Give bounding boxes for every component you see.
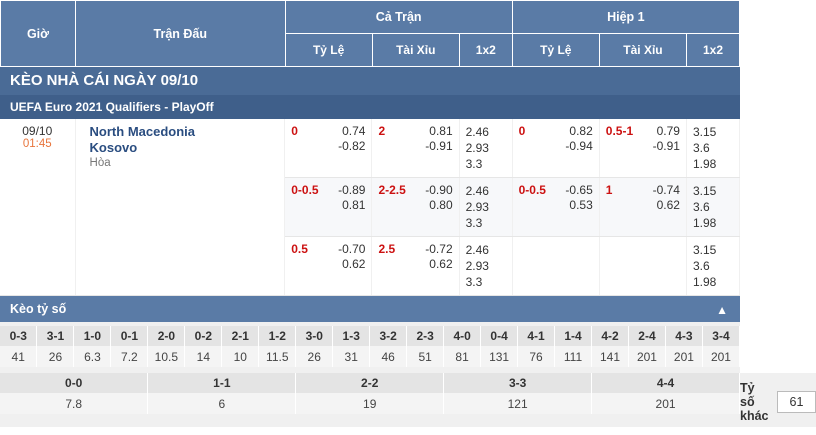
- header-full-overunder: Tài Xỉu: [372, 34, 459, 67]
- score-cell-odds[interactable]: 201: [665, 346, 702, 367]
- score-cell-label[interactable]: 1-1: [148, 373, 296, 393]
- other-score-area: [740, 373, 816, 427]
- league-name: UEFA Euro 2021 Qualifiers - PlayOff: [0, 95, 740, 119]
- score-cell-label[interactable]: 2-2: [296, 373, 444, 393]
- score-cell-odds[interactable]: 201: [628, 346, 665, 367]
- score-section-title: Kèo tỷ số: [10, 302, 67, 316]
- match-date: 09/10: [22, 124, 53, 138]
- half-handicap-cell-1[interactable]: [512, 119, 599, 178]
- half-handicap-home-1[interactable]: 0.82: [569, 124, 593, 138]
- odds-body-table: [0, 119, 740, 296]
- score-cell-label[interactable]: 1-0: [74, 326, 111, 346]
- half-1x2-cell-3[interactable]: [686, 237, 739, 296]
- full-ou-under-1[interactable]: -0.91: [425, 139, 453, 153]
- full-handicap-away-1[interactable]: -0.82: [338, 139, 366, 153]
- header-half-1x2: 1x2: [687, 34, 740, 67]
- full-handicap-away-2[interactable]: 0.81: [342, 198, 366, 212]
- full-1x2-away-2[interactable]: 3.3: [465, 216, 483, 230]
- header-full-1x2: 1x2: [459, 34, 512, 67]
- score-cell-odds[interactable]: 201: [702, 346, 739, 367]
- score-cell-label[interactable]: 3-0: [296, 326, 333, 346]
- header-full-handicap: Tỷ Lệ: [285, 34, 372, 67]
- score-cell-label[interactable]: 2-0: [148, 326, 185, 346]
- header-half-overunder: Tài Xỉu: [599, 34, 686, 67]
- score-cell-odds[interactable]: 6: [148, 393, 296, 414]
- header-half-handicap: Tỷ Lệ: [512, 34, 599, 67]
- full-handicap-away-3[interactable]: 0.62: [342, 257, 366, 271]
- half-handicap-line-1[interactable]: 0: [518, 124, 526, 138]
- header-group-firsthalf: Hiệp 1: [512, 1, 739, 34]
- half-ou-line-2[interactable]: 1: [605, 183, 613, 197]
- full-ou-line-3[interactable]: 2.5: [378, 242, 396, 256]
- score-cell-label[interactable]: 3-2: [370, 326, 407, 346]
- half-1x2-home-2[interactable]: 3.15: [692, 184, 717, 198]
- score-cell-label[interactable]: 0-3: [0, 326, 37, 346]
- half-ou-line-1[interactable]: 0.5-1: [605, 124, 634, 138]
- score-cell-odds[interactable]: 201: [592, 393, 740, 414]
- half-handicap-away-1[interactable]: -0.94: [565, 139, 593, 153]
- score-cell-label[interactable]: 4-2: [592, 326, 629, 346]
- full-handicap-home-1[interactable]: 0.74: [342, 124, 366, 138]
- score-cell-label[interactable]: 0-0: [0, 373, 148, 393]
- score-cell-odds[interactable]: 131: [481, 346, 518, 367]
- score-cell-odds[interactable]: 10: [222, 346, 259, 367]
- score-cell-odds[interactable]: 111: [555, 346, 592, 367]
- header-time: Giờ: [1, 1, 76, 67]
- half-1x2-cell-2[interactable]: [686, 178, 739, 237]
- full-1x2-draw-2[interactable]: 2.93: [465, 200, 489, 214]
- half-handicap-line-2[interactable]: 0-0.5: [518, 183, 546, 197]
- full-handicap-line-3[interactable]: 0.5: [291, 242, 308, 256]
- half-ou-under-2[interactable]: 0.62: [656, 198, 680, 212]
- score-cell-odds[interactable]: 46: [370, 346, 407, 367]
- score-cell-label[interactable]: 3-4: [702, 326, 739, 346]
- score-section-header[interactable]: [0, 296, 740, 322]
- half-1x2-cell-1[interactable]: [686, 119, 739, 178]
- score-cell-odds[interactable]: 141: [592, 346, 629, 367]
- score-table-secondary: [0, 373, 740, 414]
- match-time-cell: [0, 119, 75, 296]
- header-group-fulltime: Cả Trận: [285, 1, 512, 34]
- score-cell-label[interactable]: 4-1: [518, 326, 555, 346]
- full-1x2-away-3[interactable]: 3.3: [465, 275, 483, 289]
- score-cell-label[interactable]: 3-1: [37, 326, 74, 346]
- score-cell-odds[interactable]: 7.8: [0, 393, 148, 414]
- other-score-label: Tỷ số khác: [740, 381, 769, 423]
- score-row-group-1: [0, 322, 740, 373]
- match-clock: 01:45: [22, 138, 52, 150]
- half-ou-cell-3: [599, 237, 686, 296]
- table-row[interactable]: [0, 119, 740, 178]
- score-table-primary: [0, 326, 740, 367]
- full-1x2-away-1[interactable]: 3.3: [465, 157, 483, 171]
- full-ou-cell-1[interactable]: [372, 119, 459, 178]
- full-ou-under-3[interactable]: 0.62: [429, 257, 453, 271]
- half-handicap-cell-2[interactable]: [512, 178, 599, 237]
- header-match: Trận Đấu: [76, 1, 286, 67]
- score-cell-label[interactable]: 2-3: [407, 326, 444, 346]
- score-cell-odds[interactable]: 81: [444, 346, 481, 367]
- half-ou-over-2[interactable]: -0.74: [652, 183, 680, 197]
- score-bottom-area: [0, 373, 804, 427]
- score-cell-label[interactable]: 2-4: [628, 326, 665, 346]
- half-1x2-draw-3[interactable]: 3.6: [692, 259, 710, 273]
- away-team[interactable]: Kosovo: [89, 140, 138, 155]
- half-ou-over-1[interactable]: 0.79: [656, 124, 680, 138]
- score-label-row-1: [0, 326, 740, 346]
- full-ou-over-2[interactable]: -0.90: [425, 183, 453, 197]
- half-handicap-away-2[interactable]: 0.53: [569, 198, 593, 212]
- full-handicap-line-2[interactable]: 0-0.5: [291, 183, 319, 197]
- score-cell-odds[interactable]: 121: [444, 393, 592, 414]
- half-1x2-draw-1[interactable]: 3.6: [692, 141, 710, 155]
- score-cell-label[interactable]: 1-2: [259, 326, 296, 346]
- score-cell-odds[interactable]: 31: [333, 346, 370, 367]
- score-value-row-2: [0, 393, 740, 414]
- odds-header-table: [0, 0, 740, 67]
- score-cell-label[interactable]: 1-3: [333, 326, 370, 346]
- full-1x2-draw-1[interactable]: 2.93: [465, 141, 489, 155]
- half-1x2-home-3[interactable]: 3.15: [692, 243, 717, 257]
- half-ou-under-1[interactable]: -0.91: [652, 139, 680, 153]
- score-cell-label[interactable]: 0-4: [481, 326, 518, 346]
- score-cell-label[interactable]: 1-4: [555, 326, 592, 346]
- full-handicap-home-2[interactable]: -0.89: [338, 183, 366, 197]
- score-row-group-2: [0, 373, 740, 427]
- full-1x2-home-1[interactable]: 2.46: [465, 125, 489, 139]
- score-cell-odds[interactable]: 76: [518, 346, 555, 367]
- full-handicap-cell-3[interactable]: [285, 237, 372, 296]
- half-handicap-home-2[interactable]: -0.65: [565, 183, 593, 197]
- score-cell-label[interactable]: 2-1: [222, 326, 259, 346]
- triangle-up-icon[interactable]: ▲: [716, 303, 728, 317]
- full-ou-line-1[interactable]: 2: [378, 124, 386, 138]
- score-cell-odds[interactable]: 7.2: [111, 346, 148, 367]
- full-ou-over-1[interactable]: 0.81: [429, 124, 453, 138]
- score-cell-odds[interactable]: 26: [37, 346, 74, 367]
- half-handicap-cell-3: [512, 237, 599, 296]
- score-cell-label[interactable]: 4-0: [444, 326, 481, 346]
- score-cell-label[interactable]: 3-3: [444, 373, 592, 393]
- half-ou-cell-2[interactable]: [599, 178, 686, 237]
- half-1x2-away-3[interactable]: 1.98: [692, 275, 717, 289]
- half-ou-cell-1[interactable]: [599, 119, 686, 178]
- score-cell-odds[interactable]: 11.5: [259, 346, 296, 367]
- half-1x2-home-1[interactable]: 3.15: [692, 125, 717, 139]
- full-handicap-cell-2[interactable]: [285, 178, 372, 237]
- full-1x2-draw-3[interactable]: 2.93: [465, 259, 489, 273]
- full-ou-line-2[interactable]: 2-2.5: [378, 183, 406, 197]
- score-cell-odds[interactable]: 10.5: [148, 346, 185, 367]
- match-teams-cell[interactable]: [75, 119, 285, 296]
- score-value-row-1: [0, 346, 740, 367]
- score-cell-label[interactable]: 4-4: [592, 373, 740, 393]
- full-ou-under-2[interactable]: 0.80: [429, 198, 453, 212]
- full-1x2-cell-1[interactable]: [459, 119, 512, 178]
- score-cell-odds[interactable]: 26: [296, 346, 333, 367]
- draw-label[interactable]: Hòa: [89, 157, 111, 169]
- other-score-value[interactable]: 61: [777, 391, 816, 413]
- score-cell-odds[interactable]: 51: [407, 346, 444, 367]
- full-ou-over-3[interactable]: -0.72: [425, 242, 453, 256]
- score-label-row-2: [0, 373, 740, 393]
- score-cell-odds[interactable]: 41: [0, 346, 37, 367]
- half-1x2-away-1[interactable]: 1.98: [692, 157, 717, 171]
- score-cell-odds[interactable]: 14: [185, 346, 222, 367]
- full-1x2-cell-2[interactable]: [459, 178, 512, 237]
- score-cell-label[interactable]: 0-2: [185, 326, 222, 346]
- page-title: KÈO NHÀ CÁI NGÀY 09/10: [0, 67, 740, 95]
- full-handicap-home-3[interactable]: -0.70: [338, 242, 366, 256]
- half-1x2-away-2[interactable]: 1.98: [692, 216, 717, 230]
- score-cell-label[interactable]: 4-3: [665, 326, 702, 346]
- score-cell-odds[interactable]: 19: [296, 393, 444, 414]
- full-ou-cell-3[interactable]: [372, 237, 459, 296]
- score-cell-odds[interactable]: 6.3: [74, 346, 111, 367]
- home-team[interactable]: North Macedonia: [89, 124, 196, 139]
- full-ou-cell-2[interactable]: [372, 178, 459, 237]
- full-handicap-line-1[interactable]: 0: [291, 124, 298, 138]
- full-1x2-cell-3[interactable]: [459, 237, 512, 296]
- full-1x2-home-2[interactable]: 2.46: [465, 184, 489, 198]
- full-1x2-home-3[interactable]: 2.46: [465, 243, 489, 257]
- score-cell-label[interactable]: 0-1: [111, 326, 148, 346]
- full-handicap-cell-1[interactable]: [285, 119, 372, 178]
- half-1x2-draw-2[interactable]: 3.6: [692, 200, 710, 214]
